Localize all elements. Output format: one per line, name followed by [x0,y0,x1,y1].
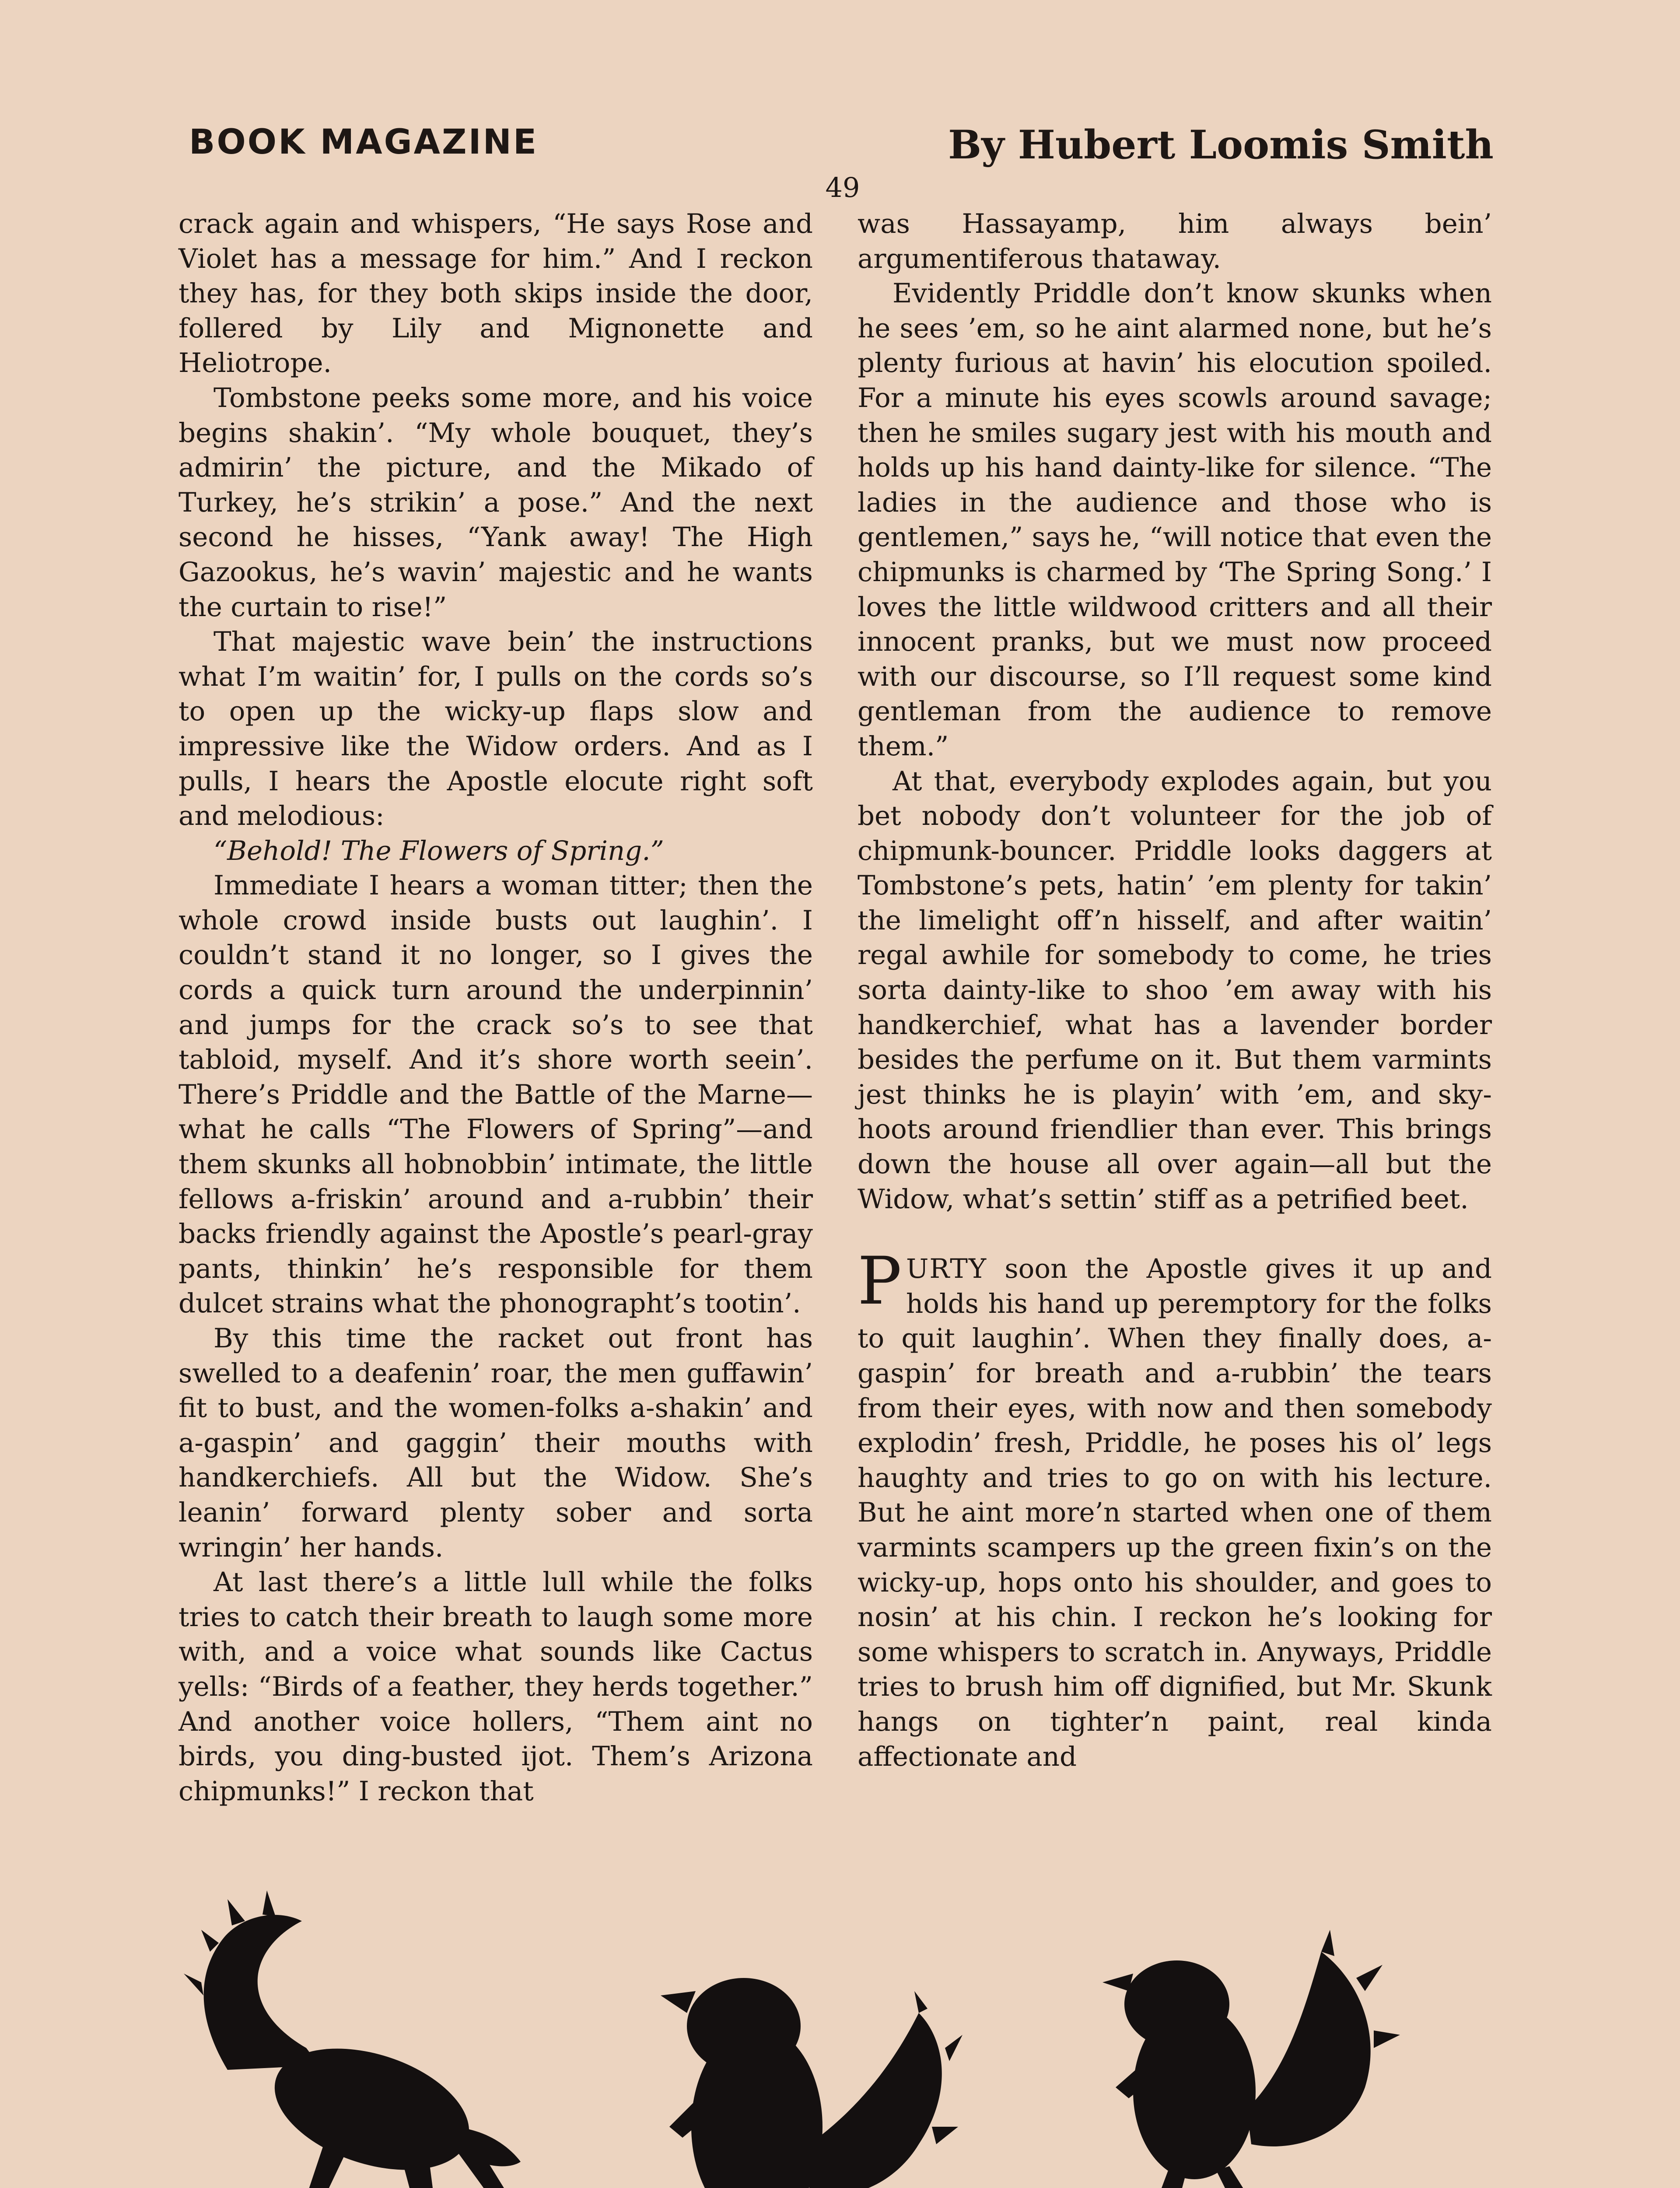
quoted-title-line: “Behold! The Flowers of Spring.” [214,835,664,866]
drop-cap: P [858,1243,902,1320]
paragraph: was Hassayamp, him always bein’ argumentiferous thataway. [858,208,1492,274]
paragraph: By this time the racket out front has swelled to a deafenin’ roar, the men guffawin’ fit to bust, and the women-folks a-shakin’ and a-gaspin’ and gaggin’ their mouths with handkerchiefs. All but the Widow. She’s leanin’ forward plenty sober and sorta wringin’ her hands. [178,1323,813,1563]
section-paragraph [858,1243,1492,1774]
page-number: 49 [825,172,860,203]
left-text-column [178,207,813,1809]
section-lead-word: URTY [906,1253,987,1285]
paragraph: At that, everybody explodes again, but you bet nobody don’t volunteer for the job of chipmunk-bouncer. Priddle looks daggers at Tombstone’s pets, hatin’ ’em plenty for takin’ the limelight off’n hisself, and after waitin’ regal awhile for somebody to come, he tries sorta dainty-like to shoo ’em away with his handkerchief, what has a lavender border besides the perfume on it. But them varmints jest thinks he is playin’ with ’em, and sky-hoots around friendlier than ever. This brings down the house all over again—all but the Widow, what’s settin’ stiff as a petrified beet. [858,765,1492,1215]
skunk-left-icon [184,1890,521,2188]
author-byline: By Hubert Loomis Smith [948,122,1494,168]
paragraph: Tombstone peeks some more, and his voice begins shakin’. “My whole bouquet, they’s admirin’ the picture, and the Mikado of Turkey, he’s strikin’ a pose.” And the next second he hisses, “Yank away! The High Gazookus, he’s wavin’ majestic and he wants the curtain to rise!” [178,382,813,623]
paragraph: crack again and whispers, “He says Rose and Violet has a message for him.” And I reckon they has, for they both skips inside the door, follered by Lily and Mignonette and Heliotrope. [178,208,813,379]
section-text: soon the Apostle gives it up and holds his hand up peremptory for the folks to quit laughin’. When they finally does, a-gaspin’ for breath and a-rubbin’ the tears from their eyes, with now and then somebody explodin’ fresh, Priddle, he poses his ol’ legs haughty and tries to go on with his lecture. But he aint more’n started when one of them varmints scampers up the green fixin’s on the wicky-up, hops onto his shoulder, and goes to nosin’ at his chin. I reckon he’s looking for some whispers to scratch in. Anyways, Priddle tries to brush him off dignified, but Mr. Skunk hangs on tighter’n paint, real kinda affectionate and [858,1253,1492,1772]
skunk-middle-icon [661,1978,962,2188]
paragraph: Evidently Priddle don’t know skunks when he sees ’em, so he aint alarmed none, but he’s plenty furious at havin’ his elocution spoiled. For a minute his eyes scowls around savage; then he smiles sugary jest with his mouth and holds up his hand dainty-like for silence. “The ladies in the audience and those who is gentlemen,” says he, “will notice that even the chipmunks is charmed by ‘The Spring Song.’ I loves the little wildwood critters and all their innocent pranks, but we must now proceed with our discourse, so I’ll request some kind gentleman from the audience to remove them.” [858,278,1492,762]
skunk-right-icon [1102,1930,1400,2188]
magazine-title: BOOK MAGAZINE [189,123,539,162]
skunks-illustration [175,1882,1501,2188]
right-text-column [858,207,1492,1774]
paragraph: Immediate I hears a woman titter; then the whole crowd inside busts out laughin’. I couldn’t stand it no longer, so I gives the cords a quick turn around the underpinnin’ and jumps for the crack so’s to see that tabloid, myself. And it’s shore worth seein’. There’s Priddle and the Battle of the Marne—what he calls “The Flowers of Spring”—and them skunks all hobnobbin’ intimate, the little fellows a-friskin’ around and a-rubbin’ their backs friendly against the Apostle’s pearl-gray pants, thinkin’ he’s responsible for them dulcet strains what the phonographt’s tootin’. [178,870,813,1319]
paragraph: At last there’s a little lull while the folks tries to catch their breath to laugh some more with, and a voice what sounds like Cactus yells: “Birds of a feather, they herds together.” And another voice hollers, “Them aint no birds, you ding-busted ijot. Them’s Arizona chipmunks!” I reckon that [178,1567,813,1807]
paragraph: That majestic wave bein’ the instructions what I’m waitin’ for, I pulls on the cords so’s to open up the wicky-up flaps slow and impressive like the Widow orders. And as I pulls, I hears the Apostle elocute right soft and melodious: [178,626,813,832]
